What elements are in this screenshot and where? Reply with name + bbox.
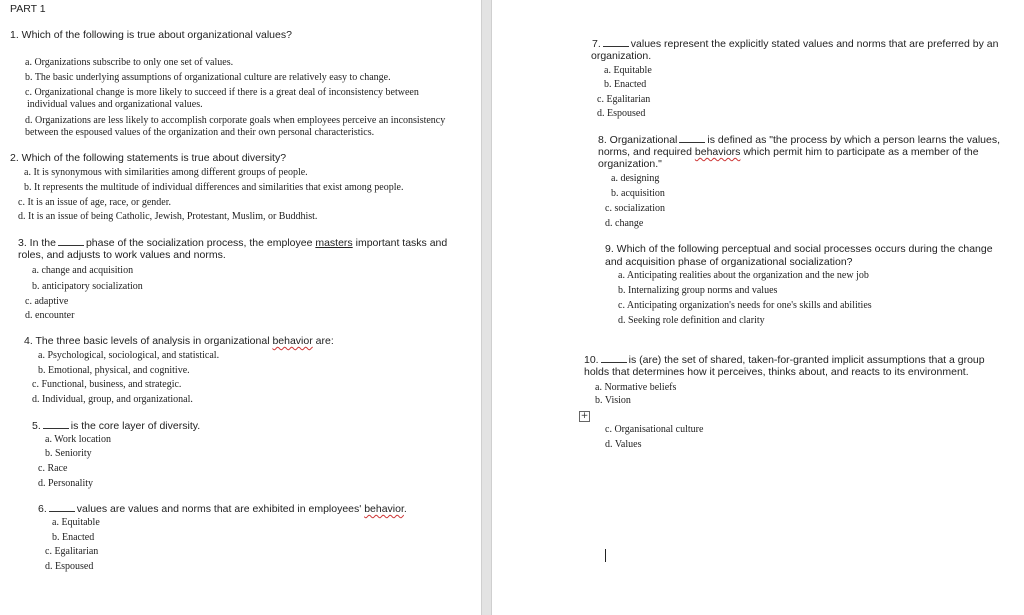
question-8 bbox=[598, 133, 1000, 146]
q6-number: 6. bbox=[38, 503, 47, 515]
q8-text-post: is defined as "the process by which a person learns the values, bbox=[707, 134, 1001, 146]
q3-blank bbox=[58, 236, 84, 246]
q5-option-d: d. Personality bbox=[38, 478, 93, 489]
q5-option-b: b. Seniority bbox=[45, 448, 92, 459]
q6-option-a: a. Equitable bbox=[52, 517, 100, 528]
q10-option-a: a. Normative beliefs bbox=[595, 382, 677, 393]
q5-text: is the core layer of diversity. bbox=[70, 420, 201, 432]
q9-option-d: d. Seeking role definition and clarity bbox=[618, 315, 765, 326]
q8-option-d: d. change bbox=[605, 218, 644, 229]
q7-option-b: b. Enacted bbox=[604, 79, 647, 90]
expand-plus-icon[interactable]: + bbox=[580, 411, 589, 421]
q9-option-c: c. Anticipating organization's needs for one's skills and abilities bbox=[618, 300, 872, 311]
question-8-cont bbox=[598, 146, 979, 158]
q6-word-behavior: behavior bbox=[364, 503, 404, 515]
question-8-cont-2: organization." bbox=[598, 158, 662, 170]
q8-option-a: a. designing bbox=[611, 173, 660, 184]
q2-option-d: d. It is an issue of being Catholic, Jewish, Protestant, Muslim, or Buddhist. bbox=[18, 211, 318, 222]
q4-option-b: b. Emotional, physical, and cognitive. bbox=[38, 365, 190, 376]
q3-option-b: b. anticipatory socialization bbox=[32, 281, 143, 292]
question-2: 2. Which of the following statements is true about diversity? bbox=[10, 152, 287, 164]
q6-text: values are values and norms that are exhibited in employees' bbox=[76, 503, 362, 515]
left-page bbox=[0, 0, 481, 615]
q2-option-b: b. It represents the multitude of individual differences and similarities that exist among people. bbox=[24, 182, 404, 193]
q4-option-c: c. Functional, business, and strategic. bbox=[32, 379, 182, 390]
q3-option-c: c. adaptive bbox=[25, 296, 69, 307]
q10-blank bbox=[601, 353, 627, 363]
q7-text: values represent the explicitly stated values and norms that are preferred by an bbox=[630, 38, 999, 50]
page-gutter bbox=[481, 0, 492, 615]
q1-option-c-cont: individual values and organizational values. bbox=[27, 99, 203, 110]
right-page bbox=[492, 0, 1024, 615]
q5-number: 5. bbox=[32, 420, 41, 432]
q2-option-c: c. It is an issue of age, race, or gender. bbox=[18, 197, 171, 208]
q8-blank bbox=[679, 133, 705, 143]
question-1: 1. Which of the following is true about organizational values? bbox=[10, 29, 292, 41]
q4-text-pre: 4. The three basic levels of analysis in organizational bbox=[24, 335, 270, 347]
q5-option-a: a. Work location bbox=[45, 434, 111, 445]
q5-blank bbox=[43, 419, 69, 429]
q1-option-d: d. Organizations are less likely to accomplish corporate goals when employees perceive an inconsistency bbox=[25, 115, 446, 126]
q5-option-c: c. Race bbox=[38, 463, 68, 474]
q1-option-c: c. Organizational change is more likely to succeed if there is a great deal of inconsistency between bbox=[25, 87, 419, 98]
question-4 bbox=[24, 335, 334, 347]
q10-option-d: d. Values bbox=[605, 439, 642, 450]
question-9: 9. Which of the following perceptual and social processes occurs during the change bbox=[605, 243, 993, 255]
question-7 bbox=[592, 37, 998, 50]
q7-blank bbox=[603, 37, 629, 47]
q4-option-d: d. Individual, group, and organizational. bbox=[32, 394, 193, 405]
q3-option-a: a. change and acquisition bbox=[32, 265, 134, 276]
q8-option-c: c. socialization bbox=[605, 203, 665, 214]
q8-word-behaviors: behaviors bbox=[694, 146, 741, 158]
question-6 bbox=[38, 502, 407, 515]
q10-option-c: c. Organisational culture bbox=[605, 424, 704, 435]
q10-option-b: b. Vision bbox=[595, 395, 631, 406]
q6-period: . bbox=[403, 503, 407, 515]
q9-option-b: b. Internalizing group norms and values bbox=[618, 285, 778, 296]
question-3-cont: roles, and adjusts to work values and norms. bbox=[18, 249, 226, 261]
question-5 bbox=[32, 419, 200, 432]
q6-option-b: b. Enacted bbox=[52, 532, 95, 543]
part-title: PART 1 bbox=[10, 3, 46, 15]
q10-number: 10. bbox=[584, 354, 599, 366]
q9-option-a: a. Anticipating realities about the organization and the new job bbox=[618, 270, 869, 281]
q8-line2-pre: norms, and required bbox=[598, 146, 692, 158]
q7-option-c: c. Egalitarian bbox=[597, 94, 651, 105]
q7-option-a: a. Equitable bbox=[604, 65, 652, 76]
q4-text-post: are: bbox=[315, 335, 334, 347]
text-cursor bbox=[605, 549, 606, 562]
q7-option-d: d. Espoused bbox=[597, 108, 646, 119]
q2-option-a: a. It is synonymous with similarities among different groups of people. bbox=[24, 167, 308, 178]
question-3 bbox=[18, 236, 447, 249]
q7-number: 7. bbox=[592, 38, 601, 50]
q3-text-mid: phase of the socialization process, the employee bbox=[85, 237, 313, 249]
question-10-cont: holds that determines how it perceives, thinks about, and reacts to its environment. bbox=[584, 366, 969, 378]
q8-option-b: b. acquisition bbox=[611, 188, 665, 199]
q6-option-d: d. Espoused bbox=[45, 561, 94, 572]
q8-line2-post: which permit him to participate as a member of the bbox=[743, 146, 979, 158]
q4-word-behavior: behavior bbox=[272, 335, 313, 347]
q1-option-d-cont: between the espoused values of the organization and their own personal characteristics. bbox=[25, 127, 375, 138]
q3-option-d: d. encounter bbox=[25, 310, 75, 321]
question-9-cont: and acquisition phase of organizational socialization? bbox=[605, 256, 853, 268]
q4-option-a: a. Psychological, sociological, and statistical. bbox=[38, 350, 220, 361]
q8-text-pre: 8. Organizational bbox=[598, 134, 678, 146]
q1-option-a: a. Organizations subscribe to only one set of values. bbox=[25, 57, 234, 68]
q6-option-c: c. Egalitarian bbox=[45, 546, 99, 557]
q1-option-b: b. The basic underlying assumptions of organizational culture are relatively easy to change. bbox=[25, 72, 391, 83]
q3-word-masters: masters bbox=[315, 237, 353, 249]
q10-text: is (are) the set of shared, taken-for-granted implicit assumptions that a group bbox=[628, 354, 985, 366]
question-7-cont: organization. bbox=[591, 50, 652, 62]
q6-blank bbox=[49, 502, 75, 512]
q3-text-pre: 3. In the bbox=[18, 237, 56, 249]
q3-text-post: important tasks and bbox=[355, 237, 448, 249]
question-10 bbox=[584, 353, 985, 366]
